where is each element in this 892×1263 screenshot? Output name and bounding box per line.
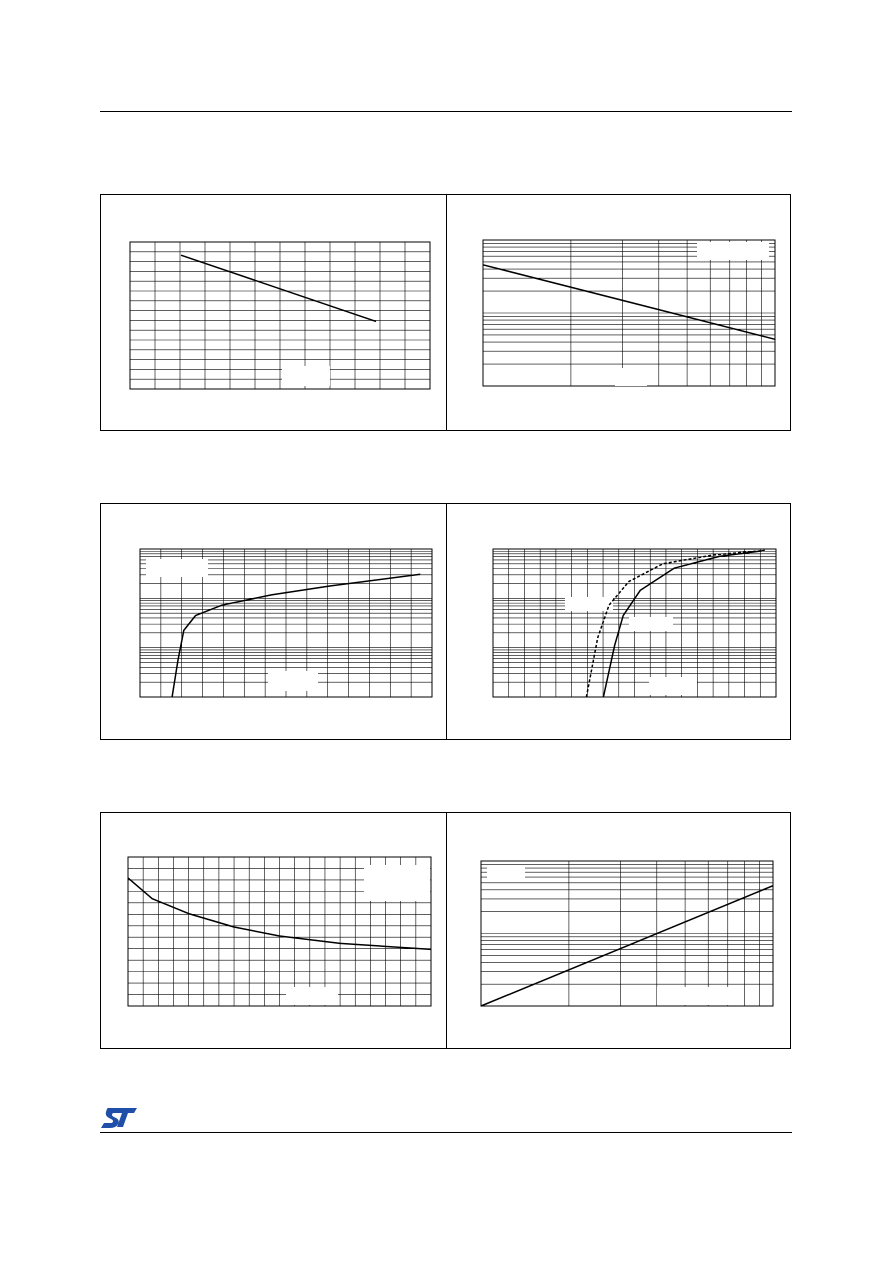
label-box [649,677,697,695]
footer-rule [100,1132,792,1133]
header-rule [100,111,792,112]
label-box [286,987,338,1005]
label-box [615,368,647,386]
chart-5 [128,857,431,1006]
chart-1 [130,242,430,389]
chart-3 [140,549,432,697]
st-logo-icon [100,1107,138,1129]
figure-divider [446,813,447,1048]
label-box [268,671,318,691]
chart-2 [483,240,775,386]
figure-divider [446,504,447,739]
chart-6 [481,861,773,1006]
label-box [364,865,430,901]
chart-4 [493,549,776,697]
label-box [487,865,525,881]
label-box [282,366,330,386]
label-box [697,242,769,260]
label-box [657,987,733,1005]
figure-divider [446,195,447,430]
label-box [629,617,673,631]
label-box [146,559,208,577]
label-box [565,597,613,611]
